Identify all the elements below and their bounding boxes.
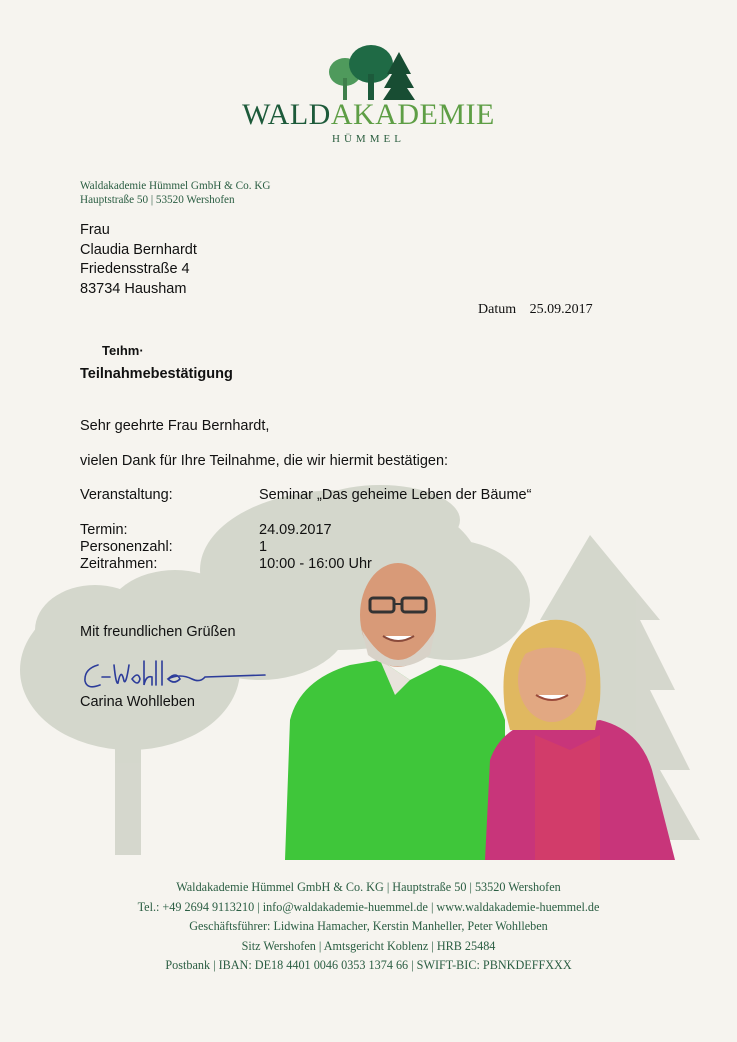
closing-text: Mit freundlichen Grüßen: [80, 624, 236, 640]
footer-line-registry: Sitz Wershofen | Amtsgericht Koblenz | HRB 25484: [241, 938, 496, 953]
document-title: Teilnahmebestätigung: [80, 366, 233, 382]
footer-line-bank: Postbank | IBAN: DE18 4401 0046 0353 1374 66 | SWIFT-BIC: PBNKDEFFXXX: [165, 958, 572, 972]
recipient-address: [80, 221, 197, 299]
greeting: Sehr geehrte Frau Bernhardt,: [80, 418, 270, 434]
recipient-salutation: Frau: [80, 222, 110, 238]
sender-address: [80, 179, 271, 207]
date-value: 25.09.2017: [529, 302, 593, 317]
signatory-name: Carina Wohlleben: [80, 694, 195, 710]
detail-value-date: 24.09.2017: [259, 522, 332, 538]
logo-subtitle: HÜMMEL: [332, 133, 405, 145]
letter-footer: [0, 878, 737, 976]
title-fragment: Teıhm·: [102, 343, 144, 358]
footer-line-management: Geschäftsführer: Lidwina Hamacher, Kerstin Manheller, Peter Wohlleben: [189, 919, 548, 933]
company-logo: [0, 44, 737, 145]
handwritten-signature: [80, 657, 280, 693]
sender-line-2: Hauptstraße 50 | 53520 Wershofen: [80, 194, 235, 206]
detail-label-timeframe: Zeitrahmen:: [80, 556, 158, 572]
footer-line-company: Waldakademie Hümmel GmbH & Co. KG | Hauptstraße 50 | 53520 Wershofen: [176, 880, 561, 894]
footer-line-contact: Tel.: +49 2694 9113210 | info@waldakademie-huemmel.de | www.waldakademie-huemmel.de: [137, 899, 600, 914]
photo-two-people: [280, 560, 700, 860]
detail-label-persons: Personenzahl:: [80, 539, 173, 555]
logo-wordmark: [0, 100, 737, 130]
letter-date: [478, 302, 593, 318]
detail-value-persons: 1: [259, 539, 268, 555]
recipient-name: Claudia Bernhardt: [80, 241, 197, 258]
detail-value-timeframe: 10:00 - 16:00 Uhr: [259, 556, 372, 572]
logo-word-wald: WALD: [242, 98, 331, 131]
intro-text: vielen Dank für Ihre Teilnahme, die wir hiermit bestätigen:: [80, 453, 449, 469]
date-label: Datum: [478, 302, 517, 317]
trees-logo-icon: [319, 44, 419, 102]
recipient-city: 83734 Hausham: [80, 280, 187, 297]
sender-line-1: Waldakademie Hümmel GmbH & Co. KG: [80, 180, 271, 192]
detail-label-date: Termin:: [80, 522, 128, 538]
logo-word-akademie: AKADEMIE: [330, 98, 495, 131]
recipient-street: Friedensstraße 4: [80, 261, 190, 277]
detail-label-event: Veranstaltung:: [80, 487, 173, 503]
detail-value-event: Seminar „Das geheime Leben der Bäume“: [259, 487, 532, 503]
